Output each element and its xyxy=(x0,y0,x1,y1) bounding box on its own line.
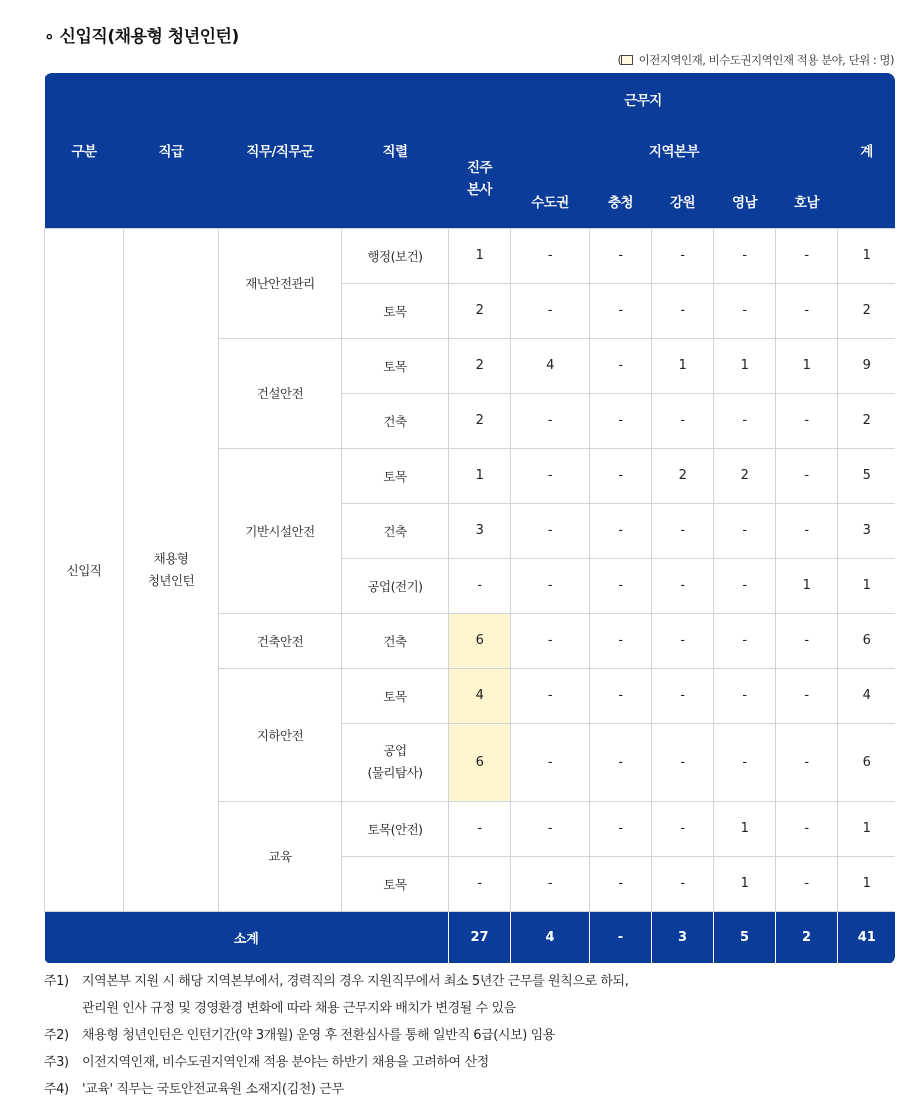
header-jikgeup: 직급 xyxy=(124,73,219,228)
value-cell: - xyxy=(776,856,838,911)
value-cell: - xyxy=(590,338,652,393)
jikryeol-cell: 토목 xyxy=(342,856,449,911)
recruitment-table xyxy=(44,73,895,964)
footnote-label: 주1) xyxy=(44,974,69,989)
value-cell: - xyxy=(652,723,714,801)
header-jinju-line2: 본사 xyxy=(466,182,493,199)
footnote-text xyxy=(82,1049,904,1076)
value-cell: 2 xyxy=(838,393,895,448)
value-cell: - xyxy=(590,558,652,613)
subtotal-value: - xyxy=(590,911,652,963)
footnote-label: 주3) xyxy=(44,1055,69,1070)
value-cell: 1 xyxy=(776,558,838,613)
jikryeol-cell: 토목 xyxy=(342,668,449,723)
value-cell: 1 xyxy=(714,338,776,393)
category-cell: 신입직 xyxy=(45,228,124,911)
value-cell: - xyxy=(511,723,590,801)
value-cell: - xyxy=(776,613,838,668)
jikryeol-cell xyxy=(342,723,449,801)
value-cell: - xyxy=(714,283,776,338)
value-cell: 1 xyxy=(776,338,838,393)
header-gangwon: 강원 xyxy=(652,175,714,228)
value-cell: 5 xyxy=(838,448,895,503)
value-cell: - xyxy=(590,448,652,503)
grade-line1: 채용형 xyxy=(153,550,189,566)
footnotes xyxy=(44,968,904,1103)
jikryeol-cell: 건축 xyxy=(342,613,449,668)
value-cell: - xyxy=(776,448,838,503)
value-cell: - xyxy=(590,856,652,911)
value-cell: 1 xyxy=(449,228,511,283)
unit-note-text: 이전지역인재, 비수도권지역인재 적용 분야, 단위 : 명) xyxy=(635,53,894,67)
value-cell: - xyxy=(511,393,590,448)
value-cell: - xyxy=(511,613,590,668)
value-cell: - xyxy=(590,801,652,856)
value-cell: 2 xyxy=(449,393,511,448)
subtotal-value: 4 xyxy=(511,911,590,963)
value-cell: 6 xyxy=(449,723,511,801)
value-cell: 2 xyxy=(838,283,895,338)
value-cell: 6 xyxy=(838,613,895,668)
value-cell: - xyxy=(511,503,590,558)
footnote-text xyxy=(82,968,904,1022)
grade-line2: 청년인턴 xyxy=(147,572,195,588)
subtotal-row xyxy=(45,911,896,963)
value-cell: 6 xyxy=(838,723,895,801)
value-cell: 1 xyxy=(838,228,895,283)
jikryeol-cell: 건축 xyxy=(342,393,449,448)
value-cell: - xyxy=(590,668,652,723)
value-cell: - xyxy=(511,448,590,503)
value-cell: 2 xyxy=(449,338,511,393)
subtotal-label: 소계 xyxy=(45,911,449,963)
highlight-legend-box xyxy=(621,55,633,65)
footnote xyxy=(44,1049,904,1076)
section-title: ∘ 신입직(채용형 청년인턴) xyxy=(44,27,239,47)
value-cell: - xyxy=(652,283,714,338)
value-cell: - xyxy=(714,393,776,448)
jikryeol-cell: 토목(안전) xyxy=(342,801,449,856)
value-cell: - xyxy=(590,283,652,338)
jikryeol-cell: 토목 xyxy=(342,448,449,503)
value-cell: 1 xyxy=(714,801,776,856)
jikryeol-cell: 공업(전기) xyxy=(342,558,449,613)
value-cell: - xyxy=(714,503,776,558)
value-cell: - xyxy=(511,801,590,856)
header-chungcheong: 충청 xyxy=(590,175,652,228)
value-cell: - xyxy=(714,558,776,613)
header-yeongnam: 영남 xyxy=(714,175,776,228)
value-cell: - xyxy=(652,613,714,668)
footnote xyxy=(44,1076,904,1103)
footnote xyxy=(44,1022,904,1049)
value-cell: 3 xyxy=(838,503,895,558)
footnote-line1: '교육' 직무는 국토안전교육원 소재지(김천) 근무 xyxy=(82,1082,344,1097)
value-cell: 1 xyxy=(838,558,895,613)
jikryeol-line2: (물리탐사) xyxy=(367,765,423,780)
subtotal-value: 3 xyxy=(652,911,714,963)
header-jinju xyxy=(449,125,511,228)
job-group-cell: 교육 xyxy=(219,801,342,911)
value-cell: 1 xyxy=(714,856,776,911)
subtotal-value: 2 xyxy=(776,911,838,963)
footnote-label: 주4) xyxy=(44,1082,69,1097)
value-cell: 1 xyxy=(449,448,511,503)
value-cell: 9 xyxy=(838,338,895,393)
value-cell: - xyxy=(714,723,776,801)
unit-note-open: ( xyxy=(617,53,622,67)
value-cell: - xyxy=(511,558,590,613)
jikryeol-cell: 건축 xyxy=(342,503,449,558)
table-row xyxy=(45,228,896,283)
value-cell: - xyxy=(776,723,838,801)
value-cell: 4 xyxy=(838,668,895,723)
jikryeol-cell: 행정(보건) xyxy=(342,228,449,283)
value-cell: - xyxy=(776,283,838,338)
value-cell: - xyxy=(652,558,714,613)
subtotal-value: 41 xyxy=(838,911,895,963)
value-cell: - xyxy=(652,393,714,448)
value-cell: - xyxy=(714,228,776,283)
header-jinju-line1: 진주 xyxy=(466,160,493,177)
header-jikmu: 직무/직무군 xyxy=(219,73,342,228)
header-jikryeol: 직렬 xyxy=(342,73,449,228)
value-cell: - xyxy=(590,393,652,448)
value-cell: - xyxy=(590,503,652,558)
job-group-cell: 건설안전 xyxy=(219,338,342,448)
job-group-cell: 기반시설안전 xyxy=(219,448,342,613)
footnote-text xyxy=(82,1022,904,1049)
value-cell: - xyxy=(590,228,652,283)
footnote-line1: 지역본부 지원 시 해당 지역본부에서, 경력직의 경우 지원직무에서 최소 5년간 근무를 원칙으로 하되, xyxy=(82,974,629,989)
subtotal-value: 5 xyxy=(714,911,776,963)
value-cell: - xyxy=(652,228,714,283)
value-cell: - xyxy=(776,503,838,558)
value-cell: - xyxy=(776,228,838,283)
header-jiyeok: 지역본부 xyxy=(511,125,838,175)
value-cell: - xyxy=(511,668,590,723)
value-cell: - xyxy=(776,668,838,723)
value-cell: - xyxy=(652,801,714,856)
value-cell: 2 xyxy=(449,283,511,338)
jikryeol-cell: 토목 xyxy=(342,283,449,338)
value-cell: - xyxy=(511,856,590,911)
value-cell: - xyxy=(652,668,714,723)
header-gubun: 구분 xyxy=(45,73,124,228)
unit-note xyxy=(617,52,894,68)
value-cell: - xyxy=(714,668,776,723)
value-cell: - xyxy=(652,856,714,911)
value-cell: 1 xyxy=(838,801,895,856)
value-cell: 1 xyxy=(838,856,895,911)
header-total: 계 xyxy=(838,73,895,228)
value-cell: 3 xyxy=(449,503,511,558)
footnote-text xyxy=(82,1076,904,1103)
value-cell: - xyxy=(511,283,590,338)
footnote-line2: 관리원 인사 규정 및 경영환경 변화에 따라 채용 근무지와 배치가 변경될 수 있음 xyxy=(82,1001,516,1016)
header-geunmuji: 근무지 xyxy=(449,73,838,125)
jikryeol-cell: 토목 xyxy=(342,338,449,393)
value-cell: - xyxy=(449,558,511,613)
header-sudogwon: 수도권 xyxy=(511,175,590,228)
value-cell: - xyxy=(776,801,838,856)
footnote-line1: 이전지역인재, 비수도권지역인재 적용 분야는 하반기 채용을 고려하여 산정 xyxy=(82,1055,489,1070)
value-cell: - xyxy=(590,723,652,801)
table-header xyxy=(45,73,896,228)
value-cell: 2 xyxy=(652,448,714,503)
value-cell: 1 xyxy=(652,338,714,393)
footnote-label: 주2) xyxy=(44,1028,69,1043)
value-cell: 4 xyxy=(449,668,511,723)
subtotal-value: 27 xyxy=(449,911,511,963)
job-group-cell: 재난안전관리 xyxy=(219,228,342,338)
value-cell: - xyxy=(652,503,714,558)
jikryeol-line1: 공업 xyxy=(383,743,407,758)
grade-cell xyxy=(124,228,219,911)
value-cell: 2 xyxy=(714,448,776,503)
value-cell: - xyxy=(511,228,590,283)
value-cell: - xyxy=(449,856,511,911)
value-cell: - xyxy=(449,801,511,856)
job-group-cell: 건축안전 xyxy=(219,613,342,668)
footnote xyxy=(44,968,904,1022)
value-cell: - xyxy=(776,393,838,448)
footnote-line1: 채용형 청년인턴은 인턴기간(약 3개월) 운영 후 전환심사를 통해 일반직 6급(시보) 임용 xyxy=(82,1028,555,1043)
value-cell: 4 xyxy=(511,338,590,393)
value-cell: 6 xyxy=(449,613,511,668)
job-group-cell: 지하안전 xyxy=(219,668,342,801)
value-cell: - xyxy=(714,613,776,668)
value-cell: - xyxy=(590,613,652,668)
table-footer xyxy=(45,911,896,963)
table-body xyxy=(45,228,896,911)
header-honam: 호남 xyxy=(776,175,838,228)
